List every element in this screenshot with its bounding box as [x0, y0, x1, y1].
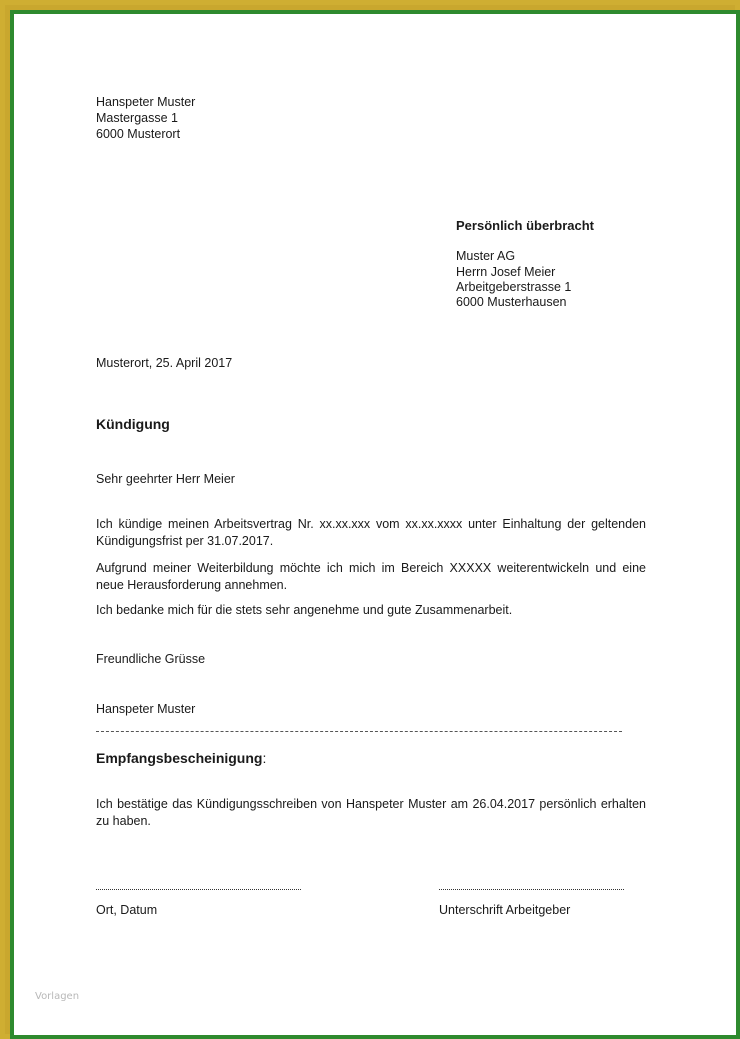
subject-heading: Kündigung — [96, 416, 170, 432]
sender-city: 6000 Musterort — [96, 127, 181, 141]
date-dotted-line — [96, 889, 301, 890]
recipient-person: Herrn Josef Meier — [456, 265, 556, 279]
paragraph-thanks: Ich bedanke mich für die stets sehr angenehme und gute Zusammenarbeit. — [96, 603, 513, 617]
signature-name: Hanspeter Muster — [96, 702, 196, 716]
receipt-text: Ich bestätige das Kündigungsschreiben von Hanspeter Muster am 26.04.2017 persönlich erhalten zu haben. — [96, 797, 646, 828]
receipt-title: Empfangsbescheinigung — [96, 750, 263, 766]
paragraph-termination: Ich kündige meinen Arbeitsvertrag Nr. xx.xx.xxx vom xx.xx.xxxx unter Einhaltung der geltenden Kündigungsfrist per 31.07.2017. — [96, 517, 646, 548]
delivery-note: Persönlich überbracht — [456, 218, 594, 233]
watermark: Vorlagen — [35, 991, 80, 1002]
recipient-company: Muster AG — [456, 249, 516, 263]
closing: Freundliche Grüsse — [96, 652, 206, 666]
paragraph-reason: Aufgrund meiner Weiterbildung möchte ich mich im Bereich XXXXX weiterentwickeln und eine neue Herausforderung annehmen. — [96, 561, 646, 592]
salutation: Sehr geehrter Herr Meier — [96, 472, 235, 486]
cut-separator — [96, 731, 622, 732]
receipt-heading — [96, 751, 266, 767]
recipient-city: 6000 Musterhausen — [456, 295, 567, 309]
receipt-title-colon: : — [262, 750, 267, 766]
place-date: Musterort, 25. April 2017 — [96, 356, 233, 370]
employer-signature-label: Unterschrift Arbeitgeber — [439, 903, 571, 917]
signature-dotted-line — [439, 889, 624, 890]
recipient-street: Arbeitgeberstrasse 1 — [456, 280, 572, 294]
sender-street: Mastergasse 1 — [96, 111, 178, 125]
place-date-label: Ort, Datum — [96, 903, 158, 917]
sender-name: Hanspeter Muster — [96, 95, 196, 109]
